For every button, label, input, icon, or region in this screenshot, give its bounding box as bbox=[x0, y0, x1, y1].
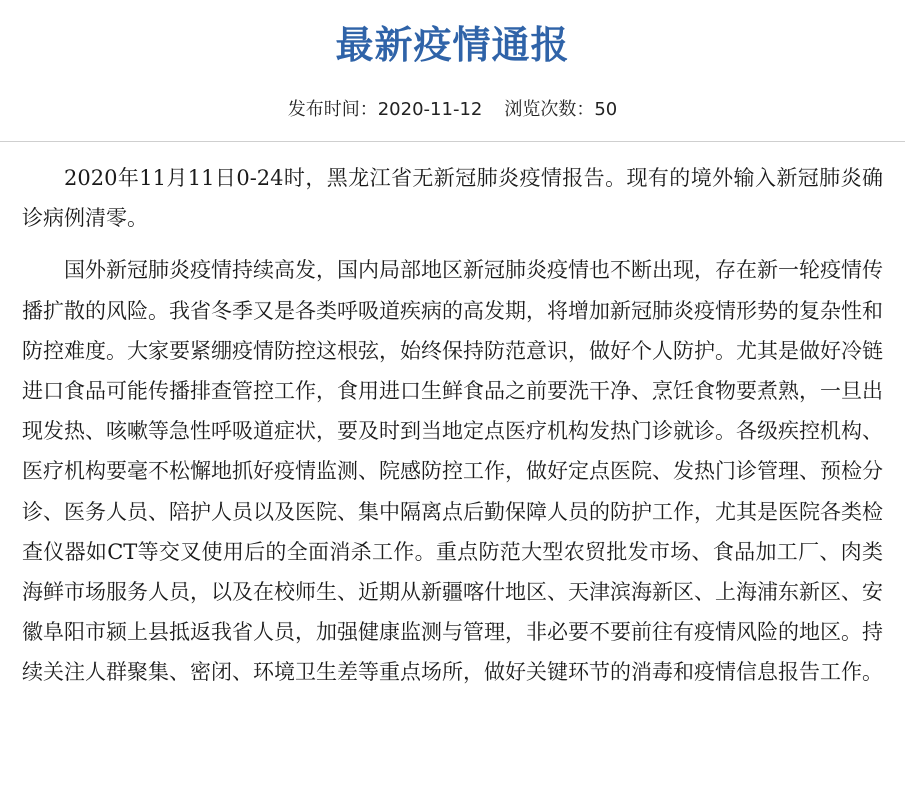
article-body bbox=[22, 158, 883, 705]
publish-label: 发布时间： bbox=[287, 99, 378, 120]
views-count: 50 bbox=[594, 99, 618, 120]
page-title: 最新疫情通报 bbox=[335, 23, 570, 67]
paragraph-1: 2020年11月11日0-24时，黑龙江省无新冠肺炎疫情报告。现有的境外输入新冠肺炎确诊病例清零。 bbox=[22, 166, 883, 231]
publish-date: 2020-11-12 bbox=[377, 99, 483, 120]
article-header bbox=[0, 0, 905, 142]
views-label: 浏览次数： bbox=[504, 99, 595, 120]
paragraph-2: 国外新冠肺炎疫情持续高发，国内局部地区新冠肺炎疫情也不断出现，存在新一轮疫情传播扩散的风险。我省冬季又是各类呼吸道疾病的高发期，将增加新冠肺炎疫情形势的复杂性和防控难度。大家要紧绷疫情防控这根弦，始终保持防范意识，做好个人防护。尤其是做好冷链进口食品可能传播排查管控工作，食用进口生鲜食品之前要洗干净、烹饪食物要煮熟，一旦出现发热、咳嗽等急性呼吸道症状，要及时到当地定点医疗机构发热门诊就诊。各级疾控机构、医疗机构要毫不松懈地抓好疫情监测、院感防控工作，做好定点医院、发热门诊管理、预检分诊、医务人员、陪护人员以及医院、集中隔离点后勤保障人员的防护工作，尤其是医院各类检查仪器如CT等交叉使用后的全面消杀工作。重点防范大型农贸批发市场、食品加工厂、肉类海鲜市场服务人员，以及在校师生、近期从新疆喀什地区、天津滨海新区、上海浦东新区、安徽阜阳市颍上县抵返我省人员，加强健康监测与管理，非必要不要前往有疫情风险的地区。持续关注人群聚集、密闭、环境卫生差等重点场所，做好关键环节的消毒和疫情信息报告工作。 bbox=[22, 258, 883, 685]
article-meta bbox=[0, 96, 905, 124]
